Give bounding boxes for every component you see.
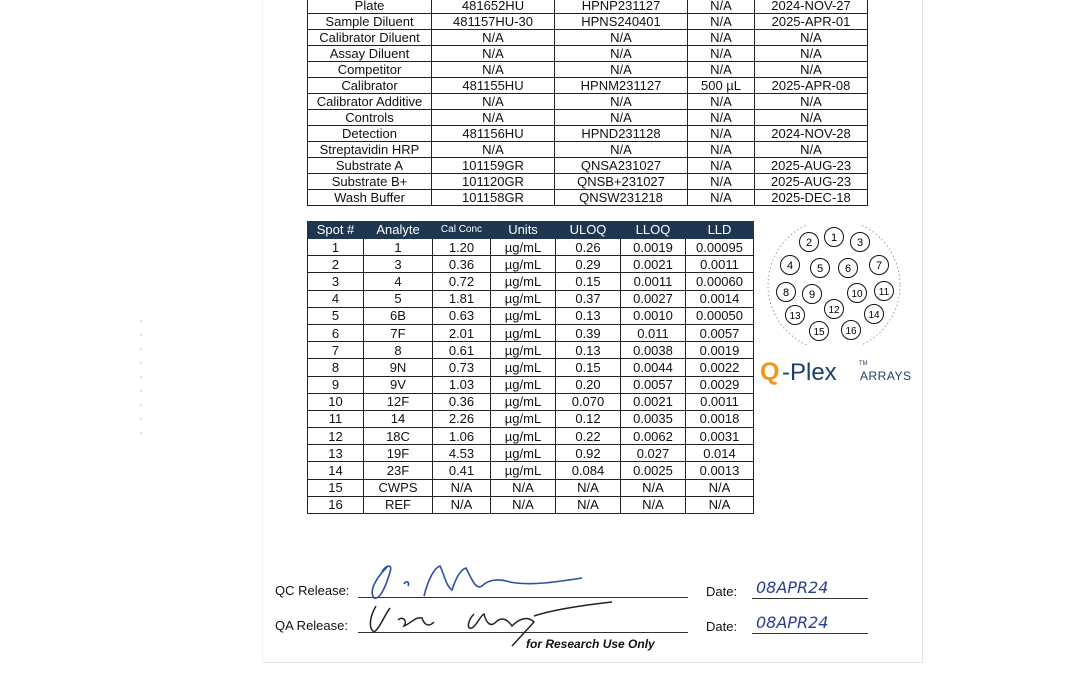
qplex-logo: [760, 358, 920, 388]
spot-cell: 2.26: [433, 410, 491, 427]
spot-cell: 0.0019: [621, 239, 686, 256]
reagent-name: Controls: [308, 110, 432, 126]
spot-cell: 0.0011: [621, 273, 686, 290]
spot-header-cell: ULOQ: [556, 222, 621, 239]
spot-header-cell: Analyte: [364, 222, 433, 239]
spot-cell: 19F: [364, 445, 433, 462]
reagent-part: N/A: [432, 46, 555, 62]
spot-label: 8: [782, 287, 790, 299]
reagent-name: Calibrator: [308, 78, 432, 94]
reagent-part: N/A: [432, 110, 555, 126]
spot-cell: 0.63: [433, 307, 491, 324]
spot-cell: 4.53: [433, 445, 491, 462]
spot-cell: µg/mL: [491, 410, 556, 427]
spot-label: 11: [878, 287, 890, 298]
spot-cell: N/A: [433, 479, 491, 496]
reagent-expiry: 2024-NOV-27: [755, 0, 868, 14]
spot-cell: 16: [308, 496, 364, 513]
spot-cell: µg/mL: [491, 428, 556, 445]
spot-cell: 0.084: [556, 462, 621, 479]
spot-cell: 0.0035: [621, 410, 686, 427]
spot-row: [308, 410, 754, 427]
qa-date-label: Date:: [706, 619, 738, 634]
reagent-part: 101158GR: [432, 190, 555, 206]
spot-header-cell: Cal Conc: [433, 222, 491, 239]
spot-cell: 0.014: [686, 445, 754, 462]
reagent-name: Competitor: [308, 62, 432, 78]
reagent-row: [308, 158, 868, 174]
logo-arrays: ARRAYS: [860, 369, 912, 383]
reagent-part: 101120GR: [432, 174, 555, 190]
spot-label: 12: [828, 305, 840, 316]
reagent-row: [308, 174, 868, 190]
spot-row: [308, 273, 754, 290]
reagent-expiry: N/A: [755, 94, 868, 110]
spot-cell: 0.0019: [686, 342, 754, 359]
spot-cell: 0.0013: [686, 462, 754, 479]
reagent-name: Calibrator Additive: [308, 94, 432, 110]
reagent-table: [307, 0, 868, 206]
qc-date-label: Date:: [706, 584, 738, 599]
spot-row: [308, 359, 754, 376]
spot-cell: 1: [308, 239, 364, 256]
spot-cell: 0.00050: [686, 307, 754, 324]
reagent-volume: N/A: [688, 94, 755, 110]
spot-cell: 0.15: [556, 273, 621, 290]
spot-cell: 12: [308, 428, 364, 445]
spot-cell: 0.011: [621, 324, 686, 341]
reagent-expiry: N/A: [755, 30, 868, 46]
spot-cell: 7: [308, 342, 364, 359]
qc-date-line: [752, 598, 868, 599]
spot-cell: 0.00060: [686, 273, 754, 290]
spot-cell: 4: [364, 273, 433, 290]
spot-cell: 0.0018: [686, 410, 754, 427]
reagent-name: Substrate B+: [308, 174, 432, 190]
spot-row: [308, 496, 754, 513]
spot-row: [308, 307, 754, 324]
spot-cell: 18C: [364, 428, 433, 445]
reagent-volume: N/A: [688, 14, 755, 30]
reagent-expiry: N/A: [755, 142, 868, 158]
spot-cell: 0.61: [433, 342, 491, 359]
spot-cell: 0.92: [556, 445, 621, 462]
spot-cell: 1.20: [433, 239, 491, 256]
spot-cell: µg/mL: [491, 307, 556, 324]
spot-cell: N/A: [686, 496, 754, 513]
spot-cell: 0.0057: [686, 324, 754, 341]
spot-label: 7: [875, 260, 883, 272]
qa-release-label: QA Release:: [275, 618, 348, 633]
reagent-name: Calibrator Diluent: [308, 30, 432, 46]
spot-cell: N/A: [686, 479, 754, 496]
page-edge: [262, 0, 263, 662]
reagent-expiry: N/A: [755, 110, 868, 126]
reagent-volume: N/A: [688, 190, 755, 206]
spot-cell: 0.22: [556, 428, 621, 445]
spot-cell: 9V: [364, 376, 433, 393]
reagent-lot: QNSW231218: [555, 190, 688, 206]
spot-cell: 0.72: [433, 273, 491, 290]
spot-cell: 0.73: [433, 359, 491, 376]
reagent-lot: HPNM231127: [555, 78, 688, 94]
reagent-expiry: 2024-NOV-28: [755, 126, 868, 142]
spot-cell: µg/mL: [491, 393, 556, 410]
reagent-part: N/A: [432, 62, 555, 78]
spot-cell: 0.0011: [686, 256, 754, 273]
spot-cell: REF: [364, 496, 433, 513]
reagent-row: [308, 14, 868, 30]
spot-cell: µg/mL: [491, 445, 556, 462]
spot-cell: 12F: [364, 393, 433, 410]
spot-cell: 9N: [364, 359, 433, 376]
spot-cell: µg/mL: [491, 376, 556, 393]
qa-date-value: 08APR24: [756, 613, 829, 632]
reagent-lot: HPNP231127: [555, 0, 688, 14]
spot-cell: 0.0011: [686, 393, 754, 410]
spot-cell: 14: [308, 462, 364, 479]
reagent-lot: N/A: [555, 46, 688, 62]
reagent-expiry: 2025-APR-08: [755, 78, 868, 94]
spot-cell: 0.15: [556, 359, 621, 376]
reagent-lot: QNSB+231027: [555, 174, 688, 190]
spot-row: [308, 324, 754, 341]
spot-cell: 0.0029: [686, 376, 754, 393]
spot-cell: 8: [364, 342, 433, 359]
spot-cell: 0.027: [621, 445, 686, 462]
spot-cell: 0.37: [556, 290, 621, 307]
spot-row: [308, 256, 754, 273]
spot-cell: 2.01: [433, 324, 491, 341]
reagent-volume: N/A: [688, 62, 755, 78]
reagent-row: [308, 126, 868, 142]
reagent-lot: N/A: [555, 94, 688, 110]
reagent-part: N/A: [432, 94, 555, 110]
spot-cell: 0.41: [433, 462, 491, 479]
reagent-part: N/A: [432, 30, 555, 46]
spot-cell: 10: [308, 393, 364, 410]
scan-artifact: [140, 320, 142, 440]
spot-cell: µg/mL: [491, 342, 556, 359]
spot-cell: 0.20: [556, 376, 621, 393]
reagent-row: [308, 142, 868, 158]
reagent-expiry: 2025-AUG-23: [755, 174, 868, 190]
spot-cell: 5: [364, 290, 433, 307]
spot-header-cell: Units: [491, 222, 556, 239]
qa-date-line: [752, 633, 868, 634]
reagent-part: 481155HU: [432, 78, 555, 94]
qc-date-value: 08APR24: [756, 578, 829, 597]
spot-row: [308, 239, 754, 256]
spot-cell: 0.0044: [621, 359, 686, 376]
spot-cell: 0.12: [556, 410, 621, 427]
reagent-volume: N/A: [688, 142, 755, 158]
spot-row: [308, 393, 754, 410]
reagent-name: Assay Diluent: [308, 46, 432, 62]
spot-cell: 7F: [364, 324, 433, 341]
reagent-volume: 500 µL: [688, 78, 755, 94]
reagent-lot: N/A: [555, 62, 688, 78]
spot-cell: 0.070: [556, 393, 621, 410]
reagent-lot: N/A: [555, 142, 688, 158]
spot-cell: N/A: [621, 479, 686, 496]
spot-row: [308, 462, 754, 479]
spot-cell: 0.29: [556, 256, 621, 273]
spot-cell: µg/mL: [491, 290, 556, 307]
reagent-lot: HPND231128: [555, 126, 688, 142]
spot-label: 1: [830, 232, 838, 244]
spot-cell: µg/mL: [491, 273, 556, 290]
spot-header-cell: LLD: [686, 222, 754, 239]
spot-label: 6: [844, 263, 852, 275]
logo-tm: TM: [859, 361, 868, 367]
footer-note: for Research Use Only: [526, 637, 655, 651]
reagent-lot: QNSA231027: [555, 158, 688, 174]
reagent-volume: N/A: [688, 126, 755, 142]
spot-cell: µg/mL: [491, 324, 556, 341]
reagent-volume: N/A: [688, 46, 755, 62]
spot-label: 10: [851, 289, 863, 300]
reagent-row: [308, 190, 868, 206]
spot-cell: µg/mL: [491, 256, 556, 273]
spot-header-cell: Spot #: [308, 222, 364, 239]
spot-label: 9: [808, 289, 816, 301]
spot-label: 5: [816, 263, 824, 275]
spot-cell: 3: [364, 256, 433, 273]
qc-release-label: QC Release:: [275, 583, 350, 598]
spot-row: [308, 290, 754, 307]
spot-cell: 0.39: [556, 324, 621, 341]
reagent-part: 481156HU: [432, 126, 555, 142]
reagent-expiry: N/A: [755, 46, 868, 62]
spot-cell: 0.0025: [621, 462, 686, 479]
reagent-row: [308, 110, 868, 126]
spot-cell: 0.0021: [621, 393, 686, 410]
spot-cell: 13: [308, 445, 364, 462]
logo-q: Q: [760, 358, 780, 386]
spot-cell: 1.06: [433, 428, 491, 445]
spot-cell: 1.81: [433, 290, 491, 307]
spot-cell: µg/mL: [491, 359, 556, 376]
spot-label: 16: [845, 326, 857, 337]
reagent-lot: N/A: [555, 30, 688, 46]
spot-label: 2: [805, 237, 813, 249]
spot-cell: 0.0010: [621, 307, 686, 324]
spot-cell: 3: [308, 273, 364, 290]
reagent-expiry: 2025-DEC-18: [755, 190, 868, 206]
spot-cell: 0.0038: [621, 342, 686, 359]
spot-cell: CWPS: [364, 479, 433, 496]
reagent-part: N/A: [432, 142, 555, 158]
spot-cell: 23F: [364, 462, 433, 479]
spot-cell: 0.13: [556, 307, 621, 324]
spot-cell: 0.0027: [621, 290, 686, 307]
spot-row: [308, 428, 754, 445]
reagent-expiry: N/A: [755, 62, 868, 78]
reagent-row: [308, 46, 868, 62]
spot-layout-diagram: [764, 225, 910, 345]
reagent-name: Streptavidin HRP: [308, 142, 432, 158]
reagent-volume: N/A: [688, 174, 755, 190]
spot-cell: 11: [308, 410, 364, 427]
spot-cell: 0.36: [433, 393, 491, 410]
reagent-name: Detection: [308, 126, 432, 142]
reagent-name: Wash Buffer: [308, 190, 432, 206]
reagent-volume: N/A: [688, 0, 755, 14]
spot-cell: N/A: [556, 496, 621, 513]
spot-header-cell: LLOQ: [621, 222, 686, 239]
spot-cell: 0.00095: [686, 239, 754, 256]
spot-cell: 0.13: [556, 342, 621, 359]
spot-cell: 0.0057: [621, 376, 686, 393]
spot-cell: N/A: [556, 479, 621, 496]
spot-cell: 0.0021: [621, 256, 686, 273]
reagent-volume: N/A: [688, 30, 755, 46]
spot-label: 13: [789, 311, 801, 322]
reagent-name: Substrate A: [308, 158, 432, 174]
spot-cell: 1: [364, 239, 433, 256]
reagent-expiry: 2025-AUG-23: [755, 158, 868, 174]
spot-cell: N/A: [433, 496, 491, 513]
spot-row: [308, 445, 754, 462]
spot-cell: 0.0014: [686, 290, 754, 307]
reagent-row: [308, 30, 868, 46]
logo-plex: -Plex: [782, 359, 837, 386]
reagent-expiry: 2025-APR-01: [755, 14, 868, 30]
reagent-part: 481157HU-30: [432, 14, 555, 30]
spot-cell: 0.36: [433, 256, 491, 273]
reagent-volume: N/A: [688, 158, 755, 174]
spot-cell: 0.0031: [686, 428, 754, 445]
spot-cell: µg/mL: [491, 239, 556, 256]
spot-cell: µg/mL: [491, 462, 556, 479]
spot-row: [308, 479, 754, 496]
reagent-row: [308, 62, 868, 78]
spot-cell: 8: [308, 359, 364, 376]
spot-cell: 2: [308, 256, 364, 273]
reagent-lot: HPNS240401: [555, 14, 688, 30]
reagent-row: [308, 78, 868, 94]
spot-label: 15: [813, 327, 825, 338]
spot-cell: 6B: [364, 307, 433, 324]
spot-cell: N/A: [621, 496, 686, 513]
spot-cell: 0.26: [556, 239, 621, 256]
spot-cell: 15: [308, 479, 364, 496]
reagent-row: [308, 94, 868, 110]
spot-row: [308, 376, 754, 393]
reagent-name: Sample Diluent: [308, 14, 432, 30]
spot-label: 3: [856, 237, 864, 249]
spot-cell: 5: [308, 307, 364, 324]
reagent-row: [308, 0, 868, 14]
spot-cell: N/A: [491, 496, 556, 513]
spot-cell: 4: [308, 290, 364, 307]
spot-cell: 14: [364, 410, 433, 427]
spot-row: [308, 342, 754, 359]
spot-cell: 6: [308, 324, 364, 341]
spot-label: 4: [786, 260, 794, 272]
spot-label: 14: [868, 310, 880, 321]
reagent-part: 101159GR: [432, 158, 555, 174]
spot-table: [307, 221, 754, 514]
reagent-part: 481652HU: [432, 0, 555, 14]
reagent-volume: N/A: [688, 110, 755, 126]
spot-cell: N/A: [491, 479, 556, 496]
spot-cell: 0.0022: [686, 359, 754, 376]
spot-cell: 1.03: [433, 376, 491, 393]
spot-cell: 9: [308, 376, 364, 393]
reagent-name: Plate: [308, 0, 432, 14]
spot-cell: 0.0062: [621, 428, 686, 445]
reagent-lot: N/A: [555, 110, 688, 126]
